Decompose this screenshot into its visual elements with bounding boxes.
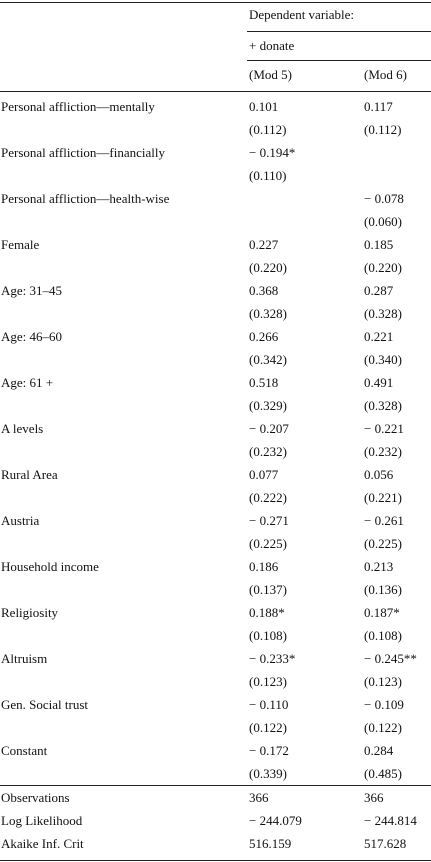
mod6-coefficient: 0.284 — [364, 743, 394, 758]
mod6-coefficient: 0.185 — [364, 237, 394, 252]
mod5-std-error: (0.108) — [249, 628, 287, 643]
stat-label: Akaike Inf. Crit — [1, 836, 84, 851]
mod5-std-error: (0.122) — [249, 720, 287, 735]
row-label: Age: 31–45 — [1, 283, 63, 298]
mod5-std-error: (0.232) — [249, 444, 287, 459]
mod5-std-error: (0.110) — [249, 168, 287, 183]
row-label: Personal affliction—mentally — [1, 99, 155, 114]
mod6-stat: − 244.814 — [364, 813, 417, 828]
header-rule — [0, 91, 431, 92]
mod5-coefficient: 0.186 — [249, 559, 279, 574]
stat-label: Observations — [1, 790, 70, 805]
mod5-coefficient: 0.368 — [249, 283, 279, 298]
mod6-coefficient: 0.117 — [364, 99, 393, 114]
outcome-rule — [247, 60, 431, 61]
mod6-std-error: (0.123) — [364, 674, 402, 689]
dependent-variable-label: Dependent variable: — [249, 7, 355, 22]
mod6-std-error: (0.122) — [364, 720, 402, 735]
mod6-std-error: (0.136) — [364, 582, 402, 597]
mod5-std-error: (0.329) — [249, 398, 287, 413]
mod6-coefficient: 0.491 — [364, 375, 394, 390]
mod5-stat: − 244.079 — [249, 813, 302, 828]
mod6-coefficient: 0.213 — [364, 559, 394, 574]
mod6-std-error: (0.112) — [364, 122, 402, 137]
mod6-coefficient: 0.187* — [364, 605, 400, 620]
mod5-coefficient: − 0.271 — [249, 513, 289, 528]
model-5-header: (Mod 5) — [249, 67, 292, 82]
mod6-std-error: (0.328) — [364, 306, 402, 321]
mod6-std-error: (0.485) — [364, 766, 402, 781]
mod5-std-error: (0.225) — [249, 536, 287, 551]
row-label: Female — [1, 237, 40, 252]
dep-var-rule — [247, 31, 431, 32]
mod6-std-error: (0.220) — [364, 260, 402, 275]
outcome-label: + donate — [249, 38, 295, 53]
mod6-coefficient: − 0.221 — [364, 421, 404, 436]
row-label: Age: 46–60 — [1, 329, 63, 344]
mod5-coefficient: 0.266 — [249, 329, 279, 344]
mod5-std-error: (0.339) — [249, 766, 287, 781]
row-label: A levels — [1, 421, 44, 436]
mod5-coefficient: − 0.194* — [249, 145, 296, 160]
mod6-std-error: (0.108) — [364, 628, 402, 643]
mod5-coefficient: 0.227 — [249, 237, 279, 252]
mod5-coefficient: − 0.110 — [249, 697, 289, 712]
mod5-coefficient: − 0.207 — [249, 421, 289, 436]
mod6-std-error: (0.328) — [364, 398, 402, 413]
row-label: Personal affliction—health-wise — [1, 191, 170, 206]
mod6-std-error: (0.232) — [364, 444, 402, 459]
mod5-std-error: (0.137) — [249, 582, 287, 597]
mod6-std-error: (0.225) — [364, 536, 402, 551]
mod5-coefficient: 0.101 — [249, 99, 279, 114]
mod5-coefficient: 0.518 — [249, 375, 279, 390]
mod5-stat: 516.159 — [249, 836, 292, 851]
mod6-coefficient: 0.221 — [364, 329, 394, 344]
mod6-std-error: (0.340) — [364, 352, 402, 367]
row-label: Age: 61 + — [1, 375, 54, 390]
stat-label: Log Likelihood — [1, 813, 83, 828]
mod6-coefficient: − 0.245** — [364, 651, 417, 666]
mod6-coefficient: − 0.078 — [364, 191, 404, 206]
mod5-coefficient: − 0.172 — [249, 743, 289, 758]
mod6-std-error: (0.060) — [364, 214, 402, 229]
row-label: Altruism — [1, 651, 48, 666]
mod5-coefficient: − 0.233* — [249, 651, 296, 666]
mod5-coefficient: 0.077 — [249, 467, 279, 482]
mod6-stat: 366 — [364, 790, 384, 805]
mod5-std-error: (0.220) — [249, 260, 287, 275]
bottom-rule — [0, 860, 431, 861]
mod5-std-error: (0.342) — [249, 352, 287, 367]
mod5-std-error: (0.123) — [249, 674, 287, 689]
stats-rule — [0, 785, 431, 786]
model-6-header: (Mod 6) — [364, 67, 407, 82]
mod5-std-error: (0.328) — [249, 306, 287, 321]
row-label: Religiosity — [1, 605, 59, 620]
mod5-std-error: (0.112) — [249, 122, 287, 137]
row-label: Gen. Social trust — [1, 697, 89, 712]
mod6-coefficient: − 0.109 — [364, 697, 404, 712]
mod6-coefficient: − 0.261 — [364, 513, 404, 528]
row-label: Rural Area — [1, 467, 58, 482]
mod6-coefficient: 0.287 — [364, 283, 394, 298]
row-label: Austria — [1, 513, 40, 528]
mod6-coefficient: 0.056 — [364, 467, 394, 482]
mod6-stat: 517.628 — [364, 836, 407, 851]
row-label: Constant — [1, 743, 48, 758]
mod6-std-error: (0.221) — [364, 490, 402, 505]
mod5-coefficient: 0.188* — [249, 605, 285, 620]
mod5-stat: 366 — [249, 790, 269, 805]
row-label: Personal affliction—financially — [1, 145, 166, 160]
mod5-std-error: (0.222) — [249, 490, 287, 505]
row-label: Household income — [1, 559, 99, 574]
top-rule — [0, 2, 431, 3]
